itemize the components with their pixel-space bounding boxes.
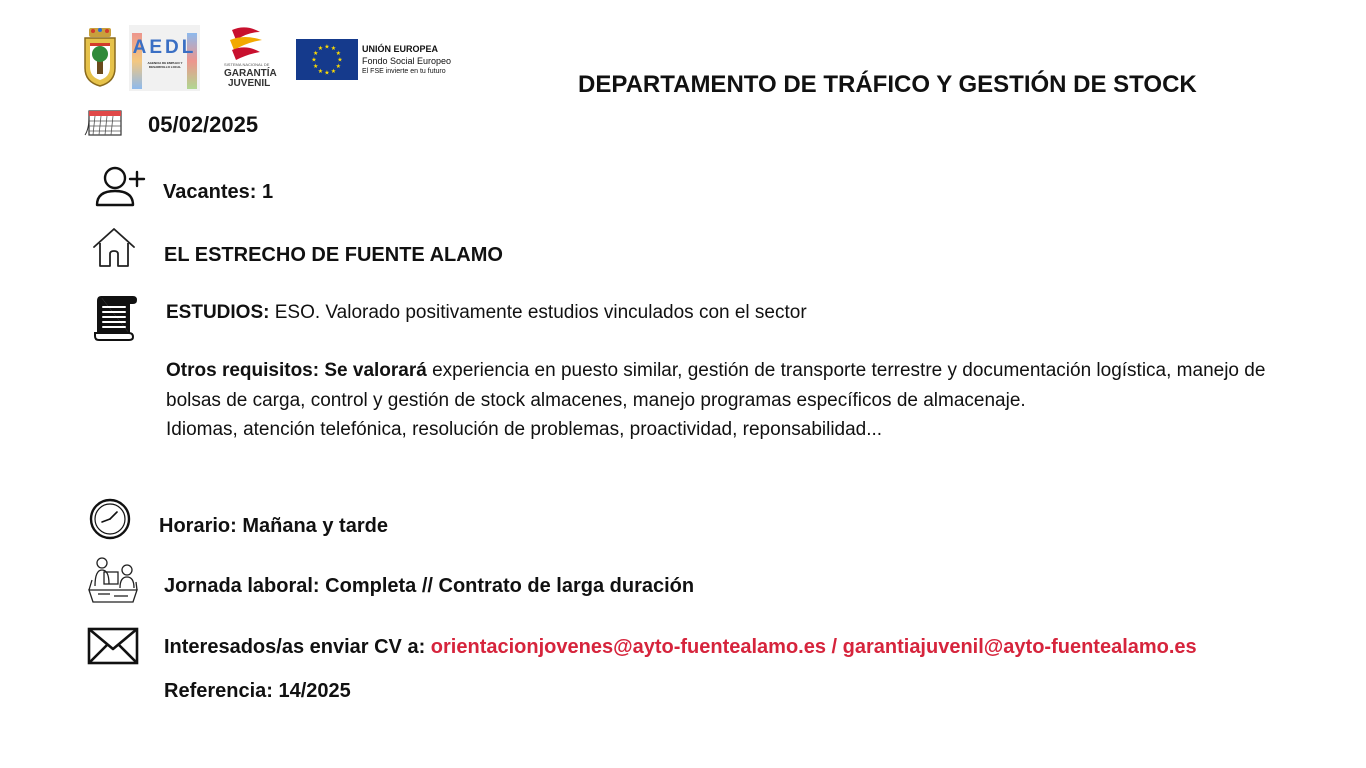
eu-motto: El FSE invierte en tu futuro [362, 68, 446, 75]
workday-text: Jornada laboral: Completa // Contrato de larga duración [164, 575, 695, 597]
garantia-line1: GARANTÍA [224, 68, 277, 79]
aedl-logo [129, 25, 200, 91]
page-title: DEPARTAMENTO DE TRÁFICO Y GESTIÓN DE STOCK [578, 71, 1197, 98]
studies-line [166, 298, 807, 328]
requirements-text: experiencia en puesto similar, gestión de transporte terrestre y documentación logística, manejo de bolsas de carga, control y gestión de stock almacenes, manejo programas específicos de almacenaje. [166, 360, 1266, 411]
eu-star-icon: ★ [337, 57, 343, 64]
eu-star-icon: ★ [324, 70, 330, 77]
contact-label: Interesados/as enviar CV a: [164, 636, 431, 658]
aedl-letters: AEDL [132, 37, 197, 58]
eu-star-icon: ★ [324, 44, 330, 51]
contact-line [164, 635, 1197, 659]
eu-star-icon: ★ [335, 51, 341, 57]
home-icon [92, 227, 136, 269]
add-user-icon [94, 165, 146, 207]
garantia-juvenil-logo [222, 26, 284, 92]
document-scroll-icon [93, 295, 137, 341]
schedule-text: Horario: Mañana y tarde [159, 515, 388, 537]
garantia-small-text: SISTEMA NACIONAL DE [224, 62, 270, 67]
reference-text: Referencia: 14/2025 [164, 680, 351, 702]
garantia-line2: JUVENIL [228, 78, 271, 89]
studies-label: ESTUDIOS: [166, 302, 270, 323]
eu-star-icon: ★ [317, 46, 324, 53]
eu-star-icon: ★ [335, 64, 341, 70]
studies-text: ESO. Valorado positivamente estudios vinculados con el sector [269, 302, 807, 323]
meeting-people-icon [86, 556, 140, 606]
vacancies-text: Vacantes: 1 [163, 181, 274, 203]
contact-emails[interactable]: orientacionjovenes@ayto-fuentealamo.es / garantiajuvenil@ayto-fuentealamo.es [430, 636, 1197, 658]
eu-title: UNIÓN EUROPEA [362, 44, 439, 54]
eu-fund: Fondo Social Europeo [362, 56, 452, 66]
requirements-label: Otros requisitos: Se valorará [166, 360, 427, 381]
calendar-icon [84, 107, 124, 137]
clock-icon [89, 498, 133, 542]
eu-star-icon: ★ [313, 64, 319, 70]
eu-star-icon: ★ [330, 68, 337, 75]
requirements-paragraph [166, 356, 1276, 445]
coat-of-arms-logo [82, 26, 118, 88]
eu-star-icon: ★ [317, 68, 324, 75]
mail-icon [87, 627, 139, 665]
eu-star-icon: ★ [311, 57, 317, 64]
eu-star-icon: ★ [330, 46, 337, 53]
offer-date: 05/02/2025 [148, 112, 259, 137]
eu-star-icon: ★ [313, 51, 319, 57]
requirements-line2: Idiomas, atención telefónica, resolución de problemas, proactividad, reponsabilidad... [166, 419, 883, 440]
aedl-caption: AGENCIA DE EMPLEO Y DESARROLLO LOCAL [147, 61, 183, 69]
eu-flag-icon [296, 39, 358, 80]
location-text: EL ESTRECHO DE FUENTE ALAMO [164, 244, 503, 266]
